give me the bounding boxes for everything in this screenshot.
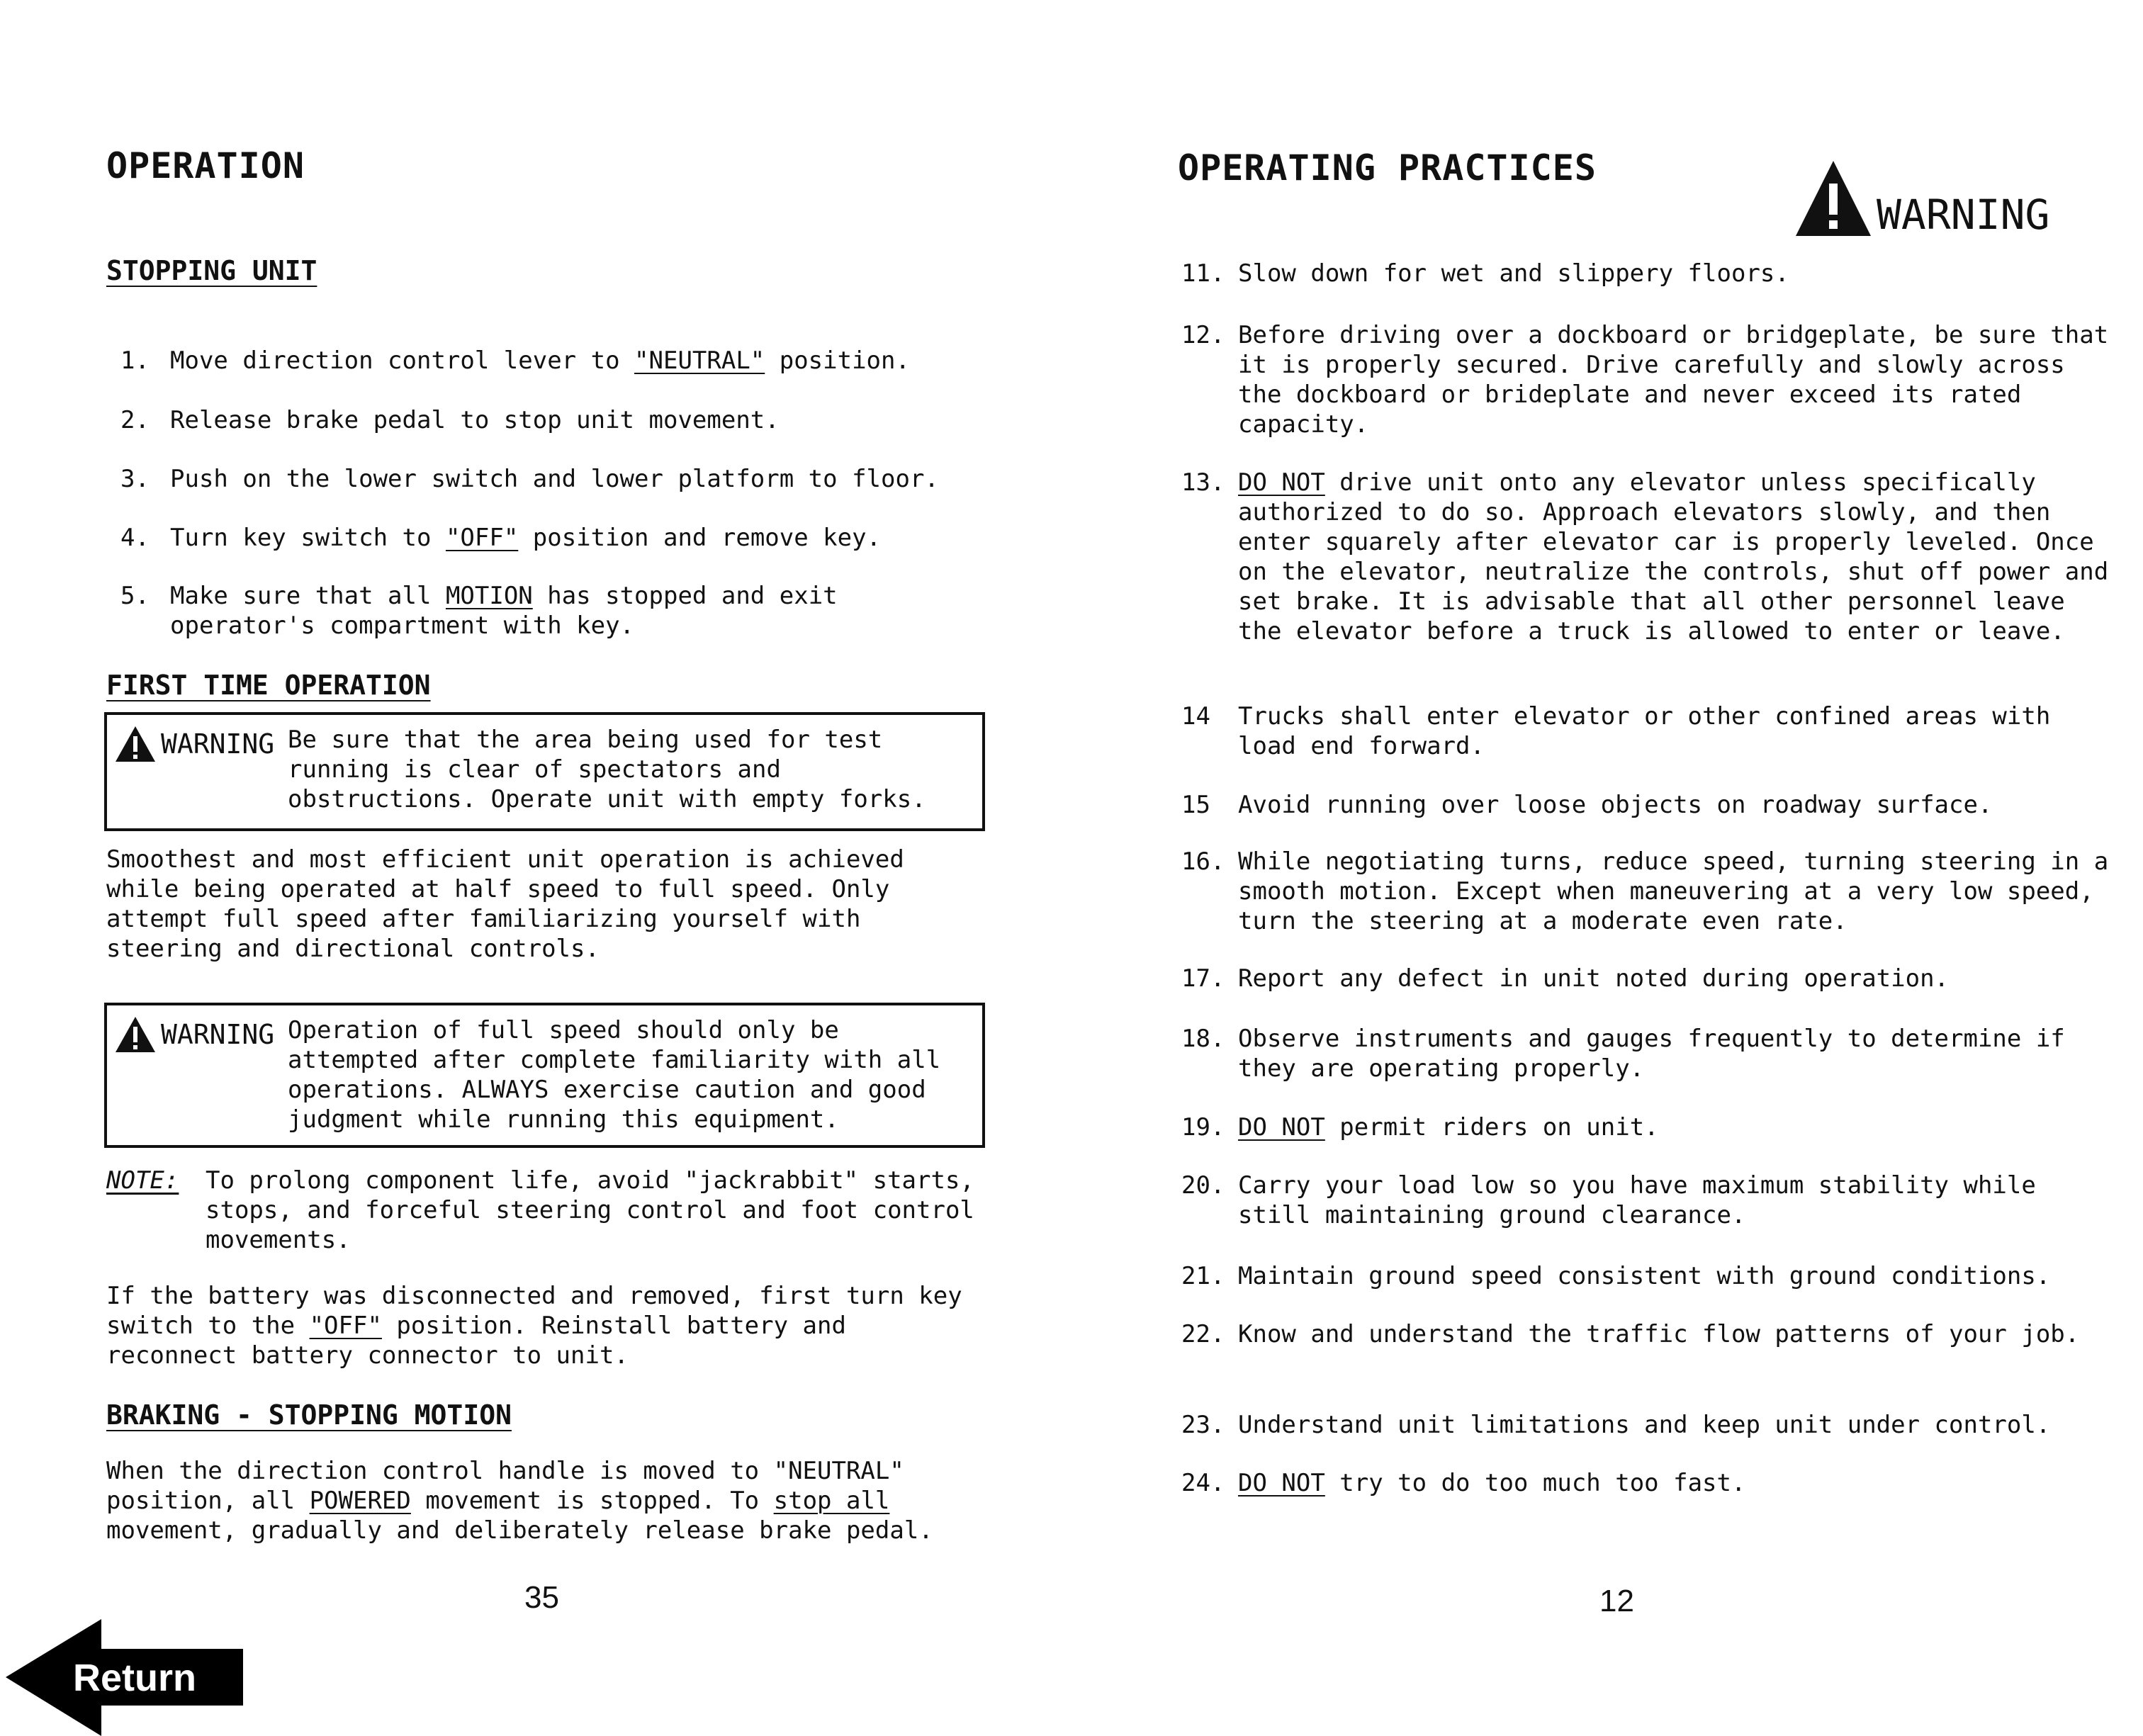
list-item-number: 2. — [120, 406, 150, 434]
text-segment: movement, gradually and deliberately release brake pedal. — [106, 1516, 933, 1545]
left-page — [0, 0, 1072, 1735]
text-segment: position. Reinstall battery and reconnect battery connector to unit. — [106, 1312, 846, 1370]
list-item — [120, 405, 978, 435]
list-item — [120, 346, 978, 376]
text-segment: Understand unit limitations and keep unit under control. — [1238, 1411, 2051, 1439]
list-item-number: 22. — [1181, 1320, 1225, 1348]
list-item-number: 5. — [120, 582, 150, 610]
text-segment: When the direction control handle is moved to "NEUTRAL" position, all — [106, 1457, 904, 1515]
underlined-text: DO NOT — [1238, 1113, 1325, 1142]
list-item — [1181, 1112, 2110, 1142]
list-item — [1181, 1261, 2110, 1291]
list-item-text — [1238, 1410, 2110, 1440]
section-heading-first-time-operation: FIRST TIME OPERATION — [106, 670, 431, 701]
list-item — [1181, 259, 2110, 288]
text-segment: Push on the lower switch and lower platform to floor. — [170, 465, 939, 493]
text-segment: Turn key switch to — [170, 524, 446, 552]
list-item-text — [1238, 1171, 2110, 1230]
braking-paragraph — [106, 1456, 985, 1545]
text-segment: Move direction control lever to — [170, 346, 635, 375]
list-item-number: 14 — [1181, 702, 1210, 731]
list-item-number: 15 — [1181, 791, 1210, 819]
list-item — [1181, 1319, 2110, 1349]
operation-paragraph: Smoothest and most efficient unit operation is achieved while being operated at half speed to full speed. Only attempt full speed after familiarizing yourself with steering and directional controls. — [106, 845, 904, 963]
list-item-text — [1238, 1024, 2110, 1083]
list-item-number: 18. — [1181, 1025, 1225, 1053]
list-item — [1181, 1171, 2110, 1230]
section-heading-braking: BRAKING - STOPPING MOTION — [106, 1399, 512, 1431]
list-item-text — [1238, 701, 2110, 761]
return-label: Return — [73, 1657, 196, 1699]
text-segment: Avoid running over loose objects on roadway surface. — [1238, 791, 1993, 819]
list-item — [1181, 1410, 2110, 1440]
text-segment: try to do too much too fast. — [1324, 1469, 1746, 1497]
text-segment: Know and understand the traffic flow patterns of your job. — [1238, 1320, 2080, 1348]
list-item-number: 19. — [1181, 1113, 1225, 1142]
list-item-text — [1238, 1468, 2110, 1498]
list-item-number: 17. — [1181, 964, 1225, 993]
page-title: OPERATION — [106, 145, 305, 186]
text-segment: Operation of full speed should only be attempted after complete familiarity with all operations. — [288, 1016, 941, 1104]
text-segment: position and remove key. — [518, 524, 882, 552]
underlined-text: POWERED — [309, 1487, 411, 1515]
list-item-number: 3. — [120, 465, 150, 493]
page-title: OPERATING PRACTICES — [1178, 147, 1597, 188]
warning-label: WARNING — [114, 725, 288, 763]
text-segment: Make sure that all — [170, 582, 446, 610]
text-segment: Carry your load low so you have maximum stability while still maintaining ground clearance. — [1238, 1171, 2036, 1229]
text-segment: Observe instruments and gauges frequently to determine if they are operating properly. — [1238, 1025, 2065, 1083]
list-item — [1181, 847, 2110, 936]
note-text: To prolong component life, avoid "jackrabbit" starts, stops, and forceful steering control and foot control movements. — [206, 1166, 974, 1254]
warning-triangle-icon — [114, 1015, 157, 1054]
list-item — [1181, 1468, 2110, 1498]
text-segment: Trucks shall enter elevator or other confined areas with load end forward. — [1238, 702, 2051, 760]
list-item-text — [1238, 259, 2110, 288]
list-item — [1181, 790, 2110, 820]
text-segment: Slow down for wet and slippery floors. — [1238, 259, 1789, 288]
text-segment: Report any defect in unit noted during operation. — [1238, 964, 1950, 993]
list-item-text — [1238, 1261, 2110, 1291]
text-segment: Release brake pedal to stop unit movement. — [170, 406, 780, 434]
text-segment: While negotiating turns, reduce speed, turning steering in a smooth motion. Except when maneuvering at a very low speed, turn the steering at a moderate even rate. — [1238, 847, 2109, 935]
underlined-text: MOTION — [445, 582, 533, 610]
list-item-number: 11. — [1181, 259, 1225, 288]
warning-label: WARNING — [114, 1015, 288, 1054]
list-item-number: 16. — [1181, 847, 1225, 876]
list-item-text — [1238, 468, 2110, 646]
note-label: NOTE: — [106, 1166, 179, 1195]
list-item-text — [1238, 790, 2110, 820]
list-item — [120, 464, 978, 494]
text-segment: Maintain ground speed consistent with ground conditions. — [1238, 1262, 2051, 1290]
text-segment: position. — [765, 346, 910, 375]
list-item-number: 12. — [1181, 321, 1225, 349]
text-segment: ALWAYS — [461, 1076, 549, 1104]
text-segment: Before driving over a dockboard or bridgeplate, be sure that it is properly secured. Drive carefully and slowly across the dockboard or brideplate and never exceed its rated capacity. — [1238, 321, 2109, 439]
warning-triangle-icon — [1794, 159, 1872, 239]
list-item-number: 13. — [1181, 468, 1225, 497]
list-item — [1181, 701, 2110, 761]
list-item-number: 1. — [120, 346, 150, 375]
list-item-text — [1238, 320, 2110, 439]
section-heading-stopping-unit: STOPPING UNIT — [106, 255, 317, 286]
list-item — [120, 523, 978, 553]
list-item-text — [1238, 1112, 2110, 1142]
underlined-text: DO NOT — [1238, 468, 1325, 497]
text-segment: movement is stopped. To — [410, 1487, 774, 1515]
underlined-text: "OFF" — [445, 524, 519, 552]
list-item — [120, 581, 978, 641]
list-item-text — [1238, 964, 2110, 993]
list-item — [1181, 1024, 2110, 1083]
list-item-text — [170, 523, 978, 553]
warning-box — [104, 712, 985, 831]
warning-text: Be sure that the area being used for test running is clear of spectators and obstructions. Operate unit with empty forks. — [288, 726, 926, 813]
text-segment: If the battery was disconnected and removed, first turn key switch to the — [106, 1282, 962, 1340]
list-item-text — [170, 405, 978, 435]
list-item-number: 20. — [1181, 1171, 1225, 1200]
list-item-number: 21. — [1181, 1262, 1225, 1290]
list-item-text — [170, 581, 978, 641]
list-item-text — [170, 346, 978, 376]
return-button[interactable] — [6, 1619, 243, 1736]
text-segment: exercise caution and good judgment while running this equipment. — [288, 1076, 926, 1134]
warning-label: WARNING — [1794, 159, 2049, 239]
list-item-number: 4. — [120, 524, 150, 552]
list-item-text — [1238, 1319, 2110, 1349]
list-item-number: 23. — [1181, 1411, 1225, 1439]
text-segment: has stopped and exit operator's compartment with key. — [170, 582, 838, 640]
underlined-text: "OFF" — [309, 1312, 382, 1340]
battery-paragraph — [106, 1281, 985, 1370]
list-item — [1181, 964, 2110, 993]
underlined-text: stop all — [773, 1487, 890, 1515]
list-item-text — [1238, 847, 2110, 936]
text-segment: permit riders on unit. — [1324, 1113, 1659, 1142]
list-item — [1181, 468, 2110, 646]
right-page — [1072, 0, 2143, 1735]
underlined-text: "NEUTRAL" — [634, 346, 765, 375]
list-item — [1181, 320, 2110, 439]
list-item-number: 24. — [1181, 1469, 1225, 1497]
underlined-text: DO NOT — [1238, 1469, 1325, 1497]
text-segment: drive unit onto any elevator unless specifically authorized to do so. Approach elevators slowly, and then enter squarely after elevator car is properly leveled. Once on the elevator, neutralize the controls, shut off power and set brake. It is advisable that all other personnel leave the elevator before a truck is allowed to enter or leave. — [1238, 468, 2109, 646]
page-number: 12 — [1599, 1584, 1634, 1618]
page-number: 35 — [524, 1580, 559, 1615]
note — [106, 1166, 985, 1255]
warning-text — [288, 1015, 974, 1134]
warning-triangle-icon — [114, 725, 157, 763]
list-item-text — [170, 464, 978, 494]
warning-box — [104, 1003, 985, 1148]
